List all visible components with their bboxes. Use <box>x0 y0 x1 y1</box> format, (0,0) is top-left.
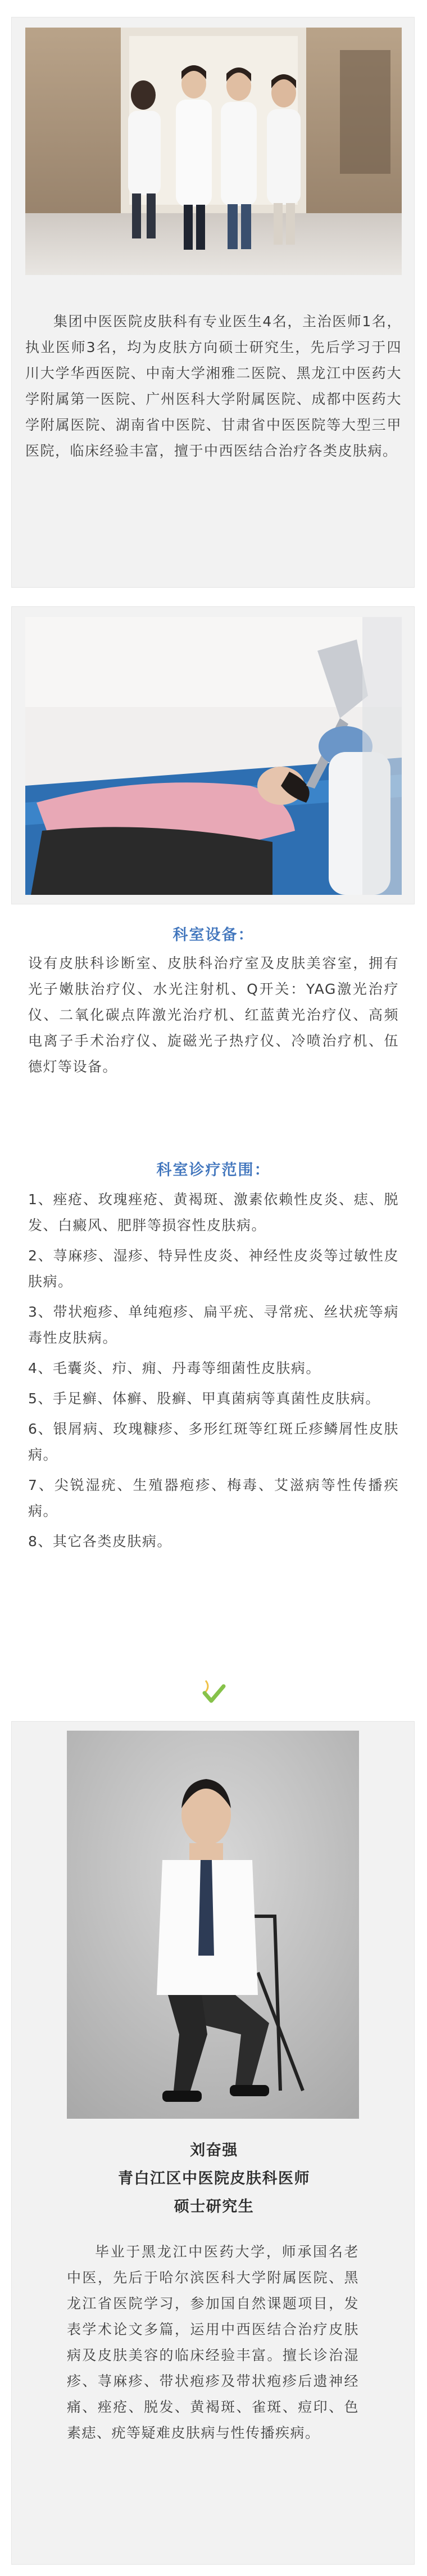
list-item: 5、手足癣、体癣、股癣、甲真菌病等真菌性皮肤病。 <box>28 1390 380 1407</box>
list-item: 2、荨麻疹、湿疹、特异性皮炎、神经性皮炎等过敏性皮肤病。 <box>28 1248 399 1290</box>
list-item: 7、尖锐湿疣、生殖器疱疹、梅毒、艾滋病等性传播疾病。 <box>28 1477 399 1519</box>
list-item: 3、带状疱疹、单纯疱疹、扁平疣、寻常疣、丝状疣等病毒性皮肤病。 <box>28 1304 399 1346</box>
doctor-title: 青白江区中医院皮肤科医师 <box>118 2170 310 2187</box>
list-item: 4、毛囊炎、疖、痈、丹毒等细菌性皮肤病。 <box>28 1360 321 1376</box>
list-item: 8、其它各类皮肤病。 <box>28 1533 172 1550</box>
team-photo <box>25 28 402 275</box>
doctor-photo-illustration <box>67 1731 359 2119</box>
intro-paragraph: 集团中医医院皮肤科有专业医生4名，主治医师1名，执业医师3名，均为皮肤方向硕士研究生，先后学习于四川大学华西医院、中南大学湘雅二医院、黑龙江中医药大学附属第一医院、广州医科大学附属医院、成都中医药大学附属医院、湖南省中医院、甘肃省中医医院等大型三甲医院，临床经验丰富，擅于中西医结合治疗各类皮肤病。 <box>25 313 402 459</box>
treatment-photo-illustration <box>25 617 402 895</box>
doctor-card <box>11 1721 415 2565</box>
scope-heading: 科室诊疗范围： <box>156 1161 271 1179</box>
scope-list <box>28 1187 399 1559</box>
team-photo-illustration <box>25 28 402 275</box>
doctor-bio: 毕业于黑龙江中医药大学，师承国名老中医，先后于哈尔滨医科大学附属医院、黑龙江省医院学习，参加国自然课题项目，发表学术论文多篇，运用中西医结合治疗皮肤病及皮肤美容的临床经验丰富。擅长诊治湿疹、荨麻疹、带状疱疹及带状疱疹后遗神经痛、痤疮、脱发、黄褐斑、雀斑、痘印、色素痣、疣等疑难皮肤病与性传播疾病。 <box>67 2244 359 2441</box>
doctor-photo <box>67 1731 359 2119</box>
list-item: 6、银屑病、玫瑰糠疹、多形红斑等红斑丘疹鳞屑性皮肤病。 <box>28 1421 399 1463</box>
list-item: 1、痤疮、玫瑰痤疮、黄褐斑、激素依赖性皮炎、痣、脱发、白癜风、肥胖等损容性皮肤病。 <box>28 1191 399 1233</box>
equipment-heading: 科室设备： <box>172 926 255 944</box>
intro-card <box>11 17 415 588</box>
doctor-degree: 硕士研究生 <box>174 2198 255 2215</box>
treatment-photo <box>25 617 402 895</box>
treatment-photo-card <box>11 606 415 904</box>
check-icon <box>198 1676 229 1708</box>
equipment-paragraph: 设有皮肤科诊断室、皮肤科治疗室及皮肤美容室，拥有光子嫩肤治疗仪、水光注射机、Q开关：YAG激光治疗仪、二氧化碳点阵激光治疗机、红蓝黄光治疗仪、高频电离子手术治疗仪、旋磁光子热疗仪、冷喷治疗机、伍德灯等设备。 <box>28 955 399 1075</box>
doctor-name: 刘奋强 <box>190 2142 238 2159</box>
